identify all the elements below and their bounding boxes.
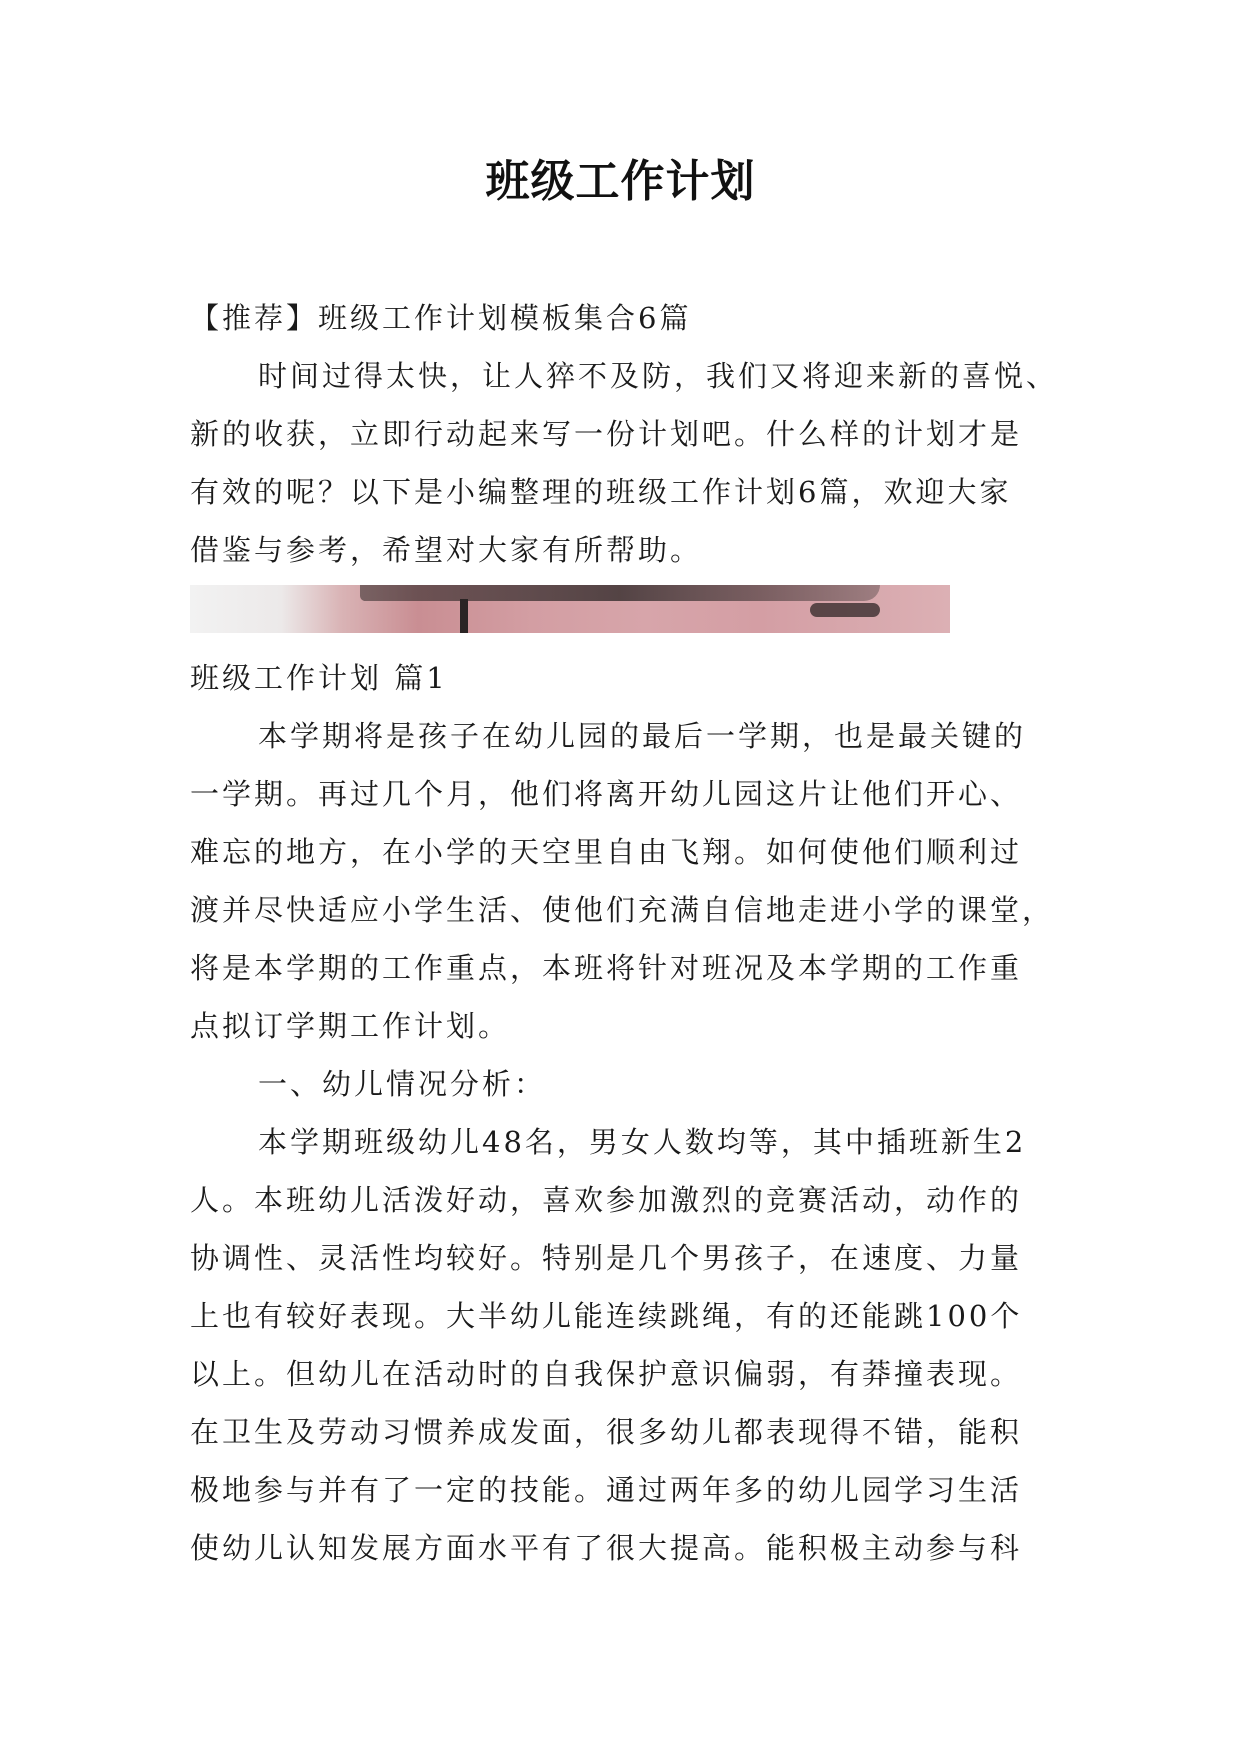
paragraph-line: 本学期将是孩子在幼儿园的最后一学期，也是最关键的	[258, 719, 1027, 753]
banner-shape	[460, 599, 468, 633]
section1-paragraph-2	[190, 1113, 1070, 1577]
paragraph-line: 协调性、灵活性均较好。特别是几个男孩子，在速度、力量	[190, 1241, 1023, 1275]
decorative-banner-image	[190, 585, 950, 633]
document-subtitle: 【推荐】班级工作计划模板集合6篇	[190, 301, 692, 335]
paragraph-line: 将是本学期的工作重点，本班将针对班况及本学期的工作重	[190, 951, 1023, 985]
intro-line: 新的收获，立即行动起来写一份计划吧。什么样的计划才是	[190, 417, 1023, 451]
intro-line: 有效的呢？以下是小编整理的班级工作计划6篇，欢迎大家	[190, 475, 1012, 509]
intro-line: 时间过得太快，让人猝不及防，我们又将迎来新的喜悦、	[258, 359, 1059, 393]
banner-shape	[810, 603, 880, 617]
paragraph-line: 以上。但幼儿在活动时的自我保护意识偏弱，有莽撞表现。	[190, 1357, 1023, 1391]
intro-line: 借鉴与参考，希望对大家有所帮助。	[190, 533, 703, 567]
paragraph-line: 极地参与并有了一定的技能。通过两年多的幼儿园学习生活	[190, 1473, 1023, 1507]
paragraph-line: 渡并尽快适应小学生活、使他们充满自信地走进小学的课堂，	[190, 893, 1055, 927]
paragraph-line: 点拟订学期工作计划。	[190, 1009, 511, 1043]
subheading: 一、幼儿情况分析：	[258, 1067, 547, 1101]
paragraph-line: 本学期班级幼儿48名，男女人数均等，其中插班新生2	[258, 1125, 1027, 1159]
intro-paragraph	[190, 347, 1070, 579]
section-heading: 班级工作计划 篇1	[190, 661, 448, 695]
paragraph-line: 一学期。再过几个月，他们将离开幼儿园这片让他们开心、	[190, 777, 1023, 811]
paragraph-line: 难忘的地方，在小学的天空里自由飞翔。如何使他们顺利过	[190, 835, 1023, 869]
paragraph-line: 使幼儿认知发展方面水平有了很大提高。能积极主动参与科	[190, 1531, 1023, 1565]
document-title: 班级工作计划	[485, 156, 756, 207]
paragraph-line: 上也有较好表现。大半幼儿能连续跳绳，有的还能跳100个	[190, 1299, 1023, 1333]
document-body	[190, 289, 1070, 1577]
banner-shape	[360, 585, 880, 601]
paragraph-line: 在卫生及劳动习惯养成发面，很多幼儿都表现得不错，能积	[190, 1415, 1023, 1449]
paragraph-line: 人。本班幼儿活泼好动，喜欢参加激烈的竞赛活动，动作的	[190, 1183, 1023, 1217]
section1-paragraph-1	[190, 707, 1070, 1055]
